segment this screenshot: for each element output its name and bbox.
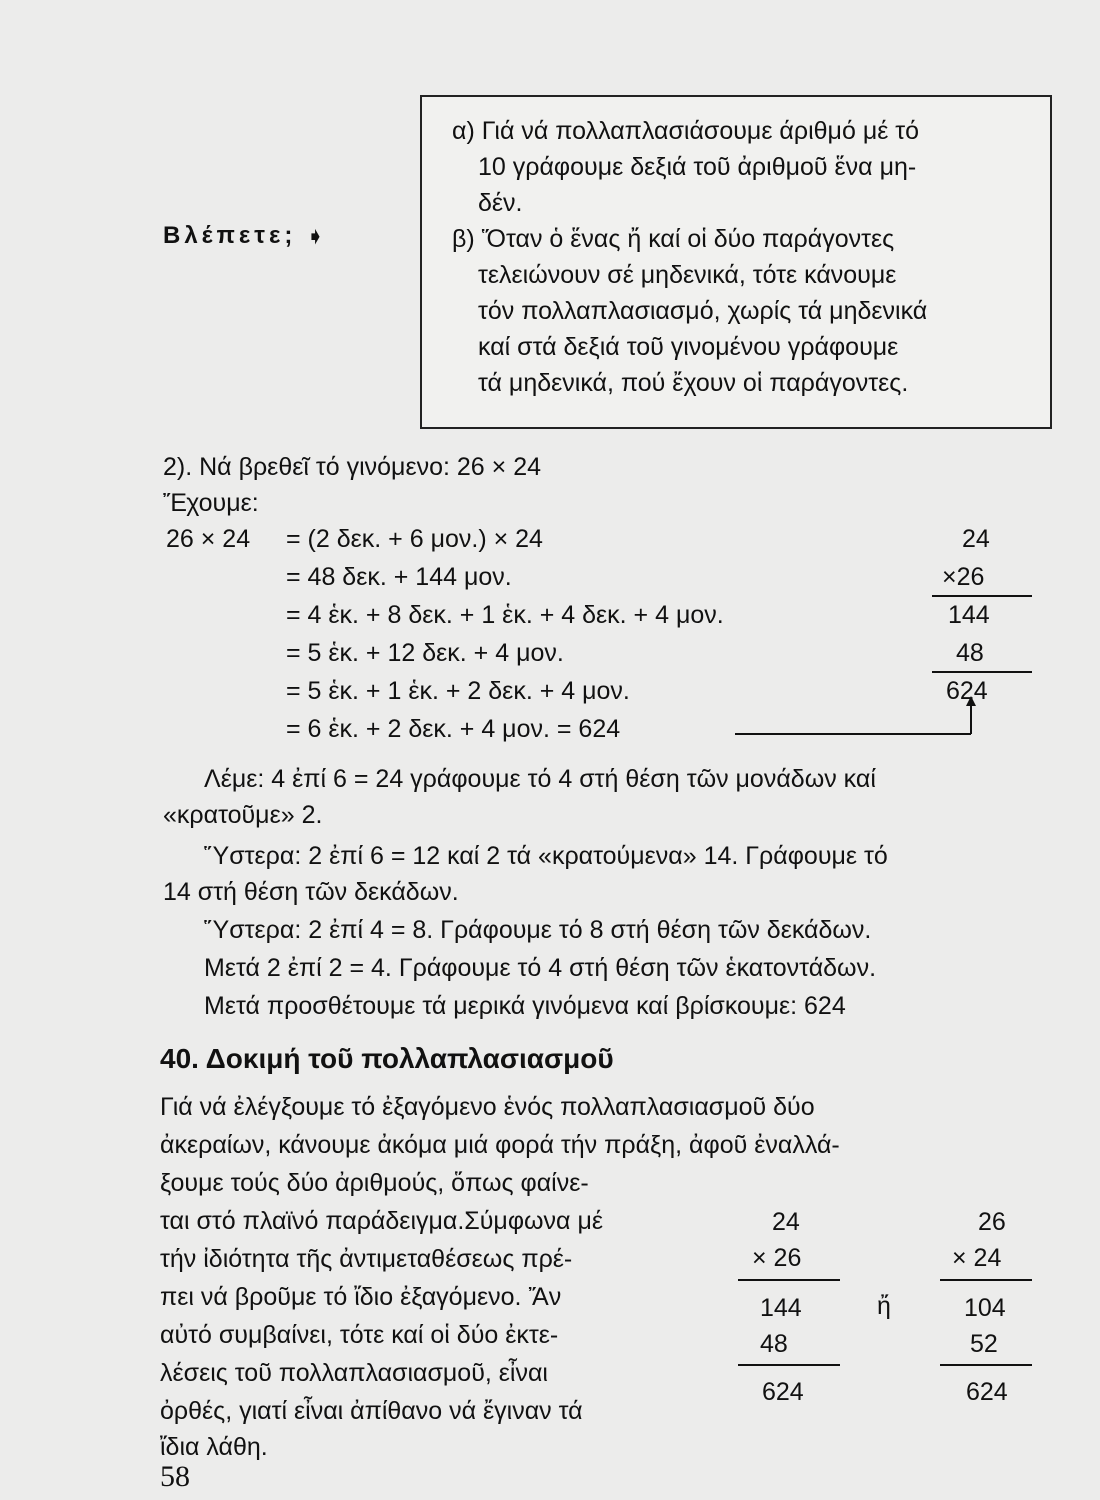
paragraph-line: ται στό πλαϊνό παράδειγμα.Σύμφωνα μέ [160, 1207, 604, 1235]
calc-value: 624 [946, 677, 988, 705]
paragraph-line: ὀρθές, γιατί εἶναι ἀπίθανο νά ἔγιναν τά [160, 1397, 583, 1425]
calc-value: 48 [760, 1330, 788, 1358]
box-line: καί στά δεξιά τοῦ γινομένου γράφουμε [478, 333, 899, 361]
info-box [420, 95, 1052, 429]
calc-value: 26 [978, 1208, 1006, 1236]
calc-value: 52 [970, 1330, 998, 1358]
example-heading: 2). Νά βρεθεῖ τό γινόμενο: 26 × 24 [163, 453, 542, 481]
equation-step: = (2 δεκ. + 6 μον.) × 24 [286, 525, 543, 553]
calc-rule [940, 1364, 1032, 1366]
calc-rule [940, 1279, 1032, 1281]
box-label [163, 222, 328, 250]
box-line: 10 γράφουμε δεξιά τοῦ ἀριθμοῦ ἕνα μη- [478, 153, 917, 181]
box-line: β) Ὅταν ὁ ἕνας ἤ καί οἱ δύο παράγοντες [452, 225, 895, 253]
equation-step: = 4 ἑκ. + 8 δεκ. + 1 ἑκ. + 4 δεκ. + 4 μον. [286, 601, 724, 629]
paragraph-line: λέσεις τοῦ πολλαπλασιασμοῦ, εἶναι [160, 1359, 548, 1387]
box-line: τά μηδενικά, πού ἔχουν οἱ παράγοντες. [478, 369, 909, 397]
calc-rule [738, 1364, 840, 1366]
calc-rule [738, 1279, 840, 1281]
box-line: τόν πολλαπλασιασμό, χωρίς τά μηδενικά [478, 297, 928, 325]
equation-step: = 5 ἑκ. + 12 δεκ. + 4 μον. [286, 639, 564, 667]
equation-step: = 6 ἑκ. + 2 δεκ. + 4 μον. = 624 [286, 715, 621, 743]
box-line: τελειώνουν σέ μηδενικά, τότε κάνουμε [478, 261, 897, 289]
explanation-line: Μετά 2 ἐπί 2 = 4. Γράφουμε τό 4 στή θέση τῶν ἑκατοντάδων. [204, 954, 877, 982]
calc-value: 624 [966, 1378, 1008, 1406]
calc-value: 144 [948, 601, 990, 629]
equation-lhs: 26 × 24 [166, 525, 251, 553]
paragraph-line: αὐτό συμβαίνει, τότε καί οἱ δύο ἐκτε- [160, 1321, 559, 1349]
box-line: α) Γιά νά πολλαπλασιάσουμε άριθμό μέ τό [452, 117, 920, 145]
page-number: 58 [160, 1460, 190, 1493]
calc-value: ×26 [942, 563, 985, 591]
paragraph-line: ξουμε τούς δύο ἀριθμούς, ὅπως φαίνε- [160, 1169, 589, 1197]
calc-rule [932, 595, 1032, 597]
explanation-line: Ὕστερα: 2 ἐπί 4 = 8. Γράφουμε τό 8 στή θέση τῶν δεκάδων. [204, 916, 872, 944]
calc-rule [932, 671, 1032, 673]
box-line: δέν. [478, 189, 523, 217]
explanation-line: Λέμε: 4 ἐπί 6 = 24 γράφουμε τό 4 στή θέση τῶν μονάδων καί [204, 765, 876, 793]
calc-value: 104 [964, 1294, 1006, 1322]
paragraph-line: πει νά βροῦμε τό ἴδιο ἐξαγόμενο. Ἄν [160, 1283, 562, 1311]
arrow-icon: ➧ [307, 226, 328, 248]
explanation-line: Μετά προσθέτουμε τά μερικά γινόμενα καί βρίσκουμε: 624 [204, 992, 846, 1020]
section-title: 40. Δοκιμή τοῦ πολλαπλασιασμοῦ [160, 1043, 614, 1074]
paragraph-line: ἴδια λάθη. [160, 1433, 268, 1461]
explanation-line: 14 στή θέση τῶν δεκάδων. [163, 878, 459, 906]
explanation-line: Ὕστερα: 2 ἐπί 6 = 12 καί 2 τά «κρατούμενα» 14. Γράφουμε τό [204, 842, 888, 870]
calc-value: 624 [762, 1378, 804, 1406]
or-word: ἤ [877, 1292, 891, 1320]
calc-value: 24 [962, 525, 990, 553]
paragraph-line: ἀκεραίων, κάνουμε ἀκόμα μιά φορά τήν πράξη, ἀφοῦ ἐναλλά- [160, 1131, 840, 1159]
box-label-text: Βλέπετε; [163, 222, 297, 249]
have-label: Ἔχουμε: [163, 489, 259, 517]
calc-value: × 26 [752, 1244, 802, 1272]
calc-value: 24 [772, 1208, 800, 1236]
calc-value: × 24 [952, 1244, 1002, 1272]
paragraph-line: τήν ἰδιότητα τῆς ἀντιμεταθέσεως πρέ- [160, 1245, 573, 1273]
equation-step: = 5 ἑκ. + 1 ἑκ. + 2 δεκ. + 4 μον. [286, 677, 630, 705]
equation-step: = 48 δεκ. + 144 μον. [286, 563, 512, 591]
calc-value: 48 [956, 639, 984, 667]
calc-value: 144 [760, 1294, 802, 1322]
explanation-line: «κρατοῦμε» 2. [163, 801, 323, 829]
paragraph-line: Γιά νά ἐλέγξουμε τό ἐξαγόμενο ἑνός πολλαπλασιασμοῦ δύο [160, 1093, 815, 1121]
